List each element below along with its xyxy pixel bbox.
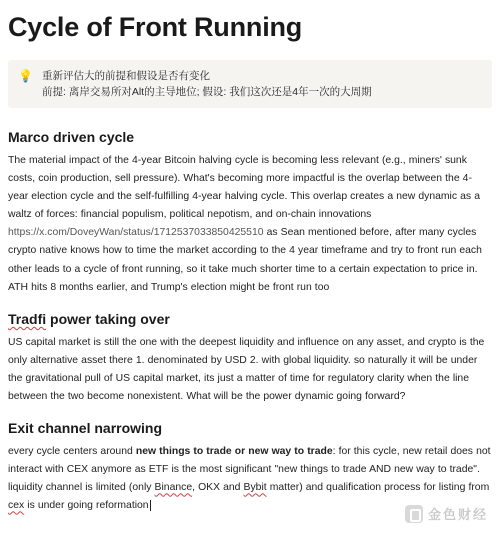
spellcheck-word: Binance bbox=[154, 482, 193, 494]
paragraph-text: The material impact of the 4-year Bitcoin halving cycle is becoming less relevant (e.g., miners' sunk costs, coin production, sell pressure). What's becoming more impactful is the overlap between the 4-year election cycle and the self-fulfilling 4-year halving cycle. This overlap creates a new dynamic as a waltz of forces: financial populism, political nepotism, and on-chain innovations bbox=[8, 155, 480, 221]
paragraph-text: , OKX and bbox=[192, 482, 244, 494]
section-heading bbox=[8, 310, 492, 328]
paragraph-text: matter) and qualification process for listing from bbox=[266, 482, 490, 494]
text-cursor bbox=[150, 500, 151, 511]
watermark-text: 金色财经 bbox=[427, 507, 488, 522]
section-paragraph bbox=[8, 152, 492, 297]
spellcheck-word: Tradfi bbox=[8, 310, 47, 327]
callout-text bbox=[42, 68, 372, 100]
section-heading: Exit channel narrowing bbox=[8, 420, 163, 437]
tweet-link[interactable]: https://x.com/DoveyWan/status/1712537033850425510 bbox=[8, 227, 264, 239]
watermark-logo-icon bbox=[405, 505, 423, 523]
section-exit-channel bbox=[8, 419, 492, 515]
spellcheck-word: Bybit bbox=[243, 482, 267, 494]
heading-text: power taking over bbox=[46, 310, 170, 327]
section-tradfi bbox=[8, 310, 492, 406]
paragraph-text: every cycle centers around bbox=[8, 446, 136, 458]
paragraph-text: is under going reformation bbox=[24, 500, 149, 512]
section-paragraph: US capital market is still the one with the deepest liquidity and influence on any asset, and crypto is the only alternative asset there 1. denominated by USD 2. with global liquidity. so naturally it will be under the gravitational pull of US capital market, its just a matter of time for regulatory clarity when the line between the two become nonexistent. What will be the power dynamic going forward? bbox=[8, 336, 485, 403]
callout-box bbox=[8, 60, 492, 108]
bold-phrase: new things to trade or new way to trade bbox=[135, 446, 333, 458]
spellcheck-word: cex bbox=[8, 500, 25, 512]
section-heading: Marco driven cycle bbox=[8, 129, 135, 145]
callout-line-1: 重新评估大的前提和假设是否有变化 bbox=[42, 70, 210, 82]
paragraph-text: : for this cycle, new retail does not interact with CEX anymore as ETF is the most significant "new things to trade AND new way to trade". liquidity channel is limited (only bbox=[8, 446, 491, 494]
section-macro-cycle bbox=[8, 128, 492, 297]
paragraph-text: as Sean mentioned before, after many cycles crypto native knows how to time the market according to the 4 year timeframe and try to front run each other leads to a cycle of front running, so it take much shorter time to a certain expectation to price in. ATH hits 8 months earlier, and Trump's election might be front run too bbox=[8, 227, 482, 293]
lightbulb-icon: 💡 bbox=[18, 69, 33, 83]
page-title: Cycle of Front Running bbox=[8, 12, 303, 42]
callout-line-2: 前提: 离岸交易所对Alt的主导地位; 假设: 我们这次还是4年一次的大周期 bbox=[42, 86, 372, 98]
watermark bbox=[405, 504, 488, 523]
